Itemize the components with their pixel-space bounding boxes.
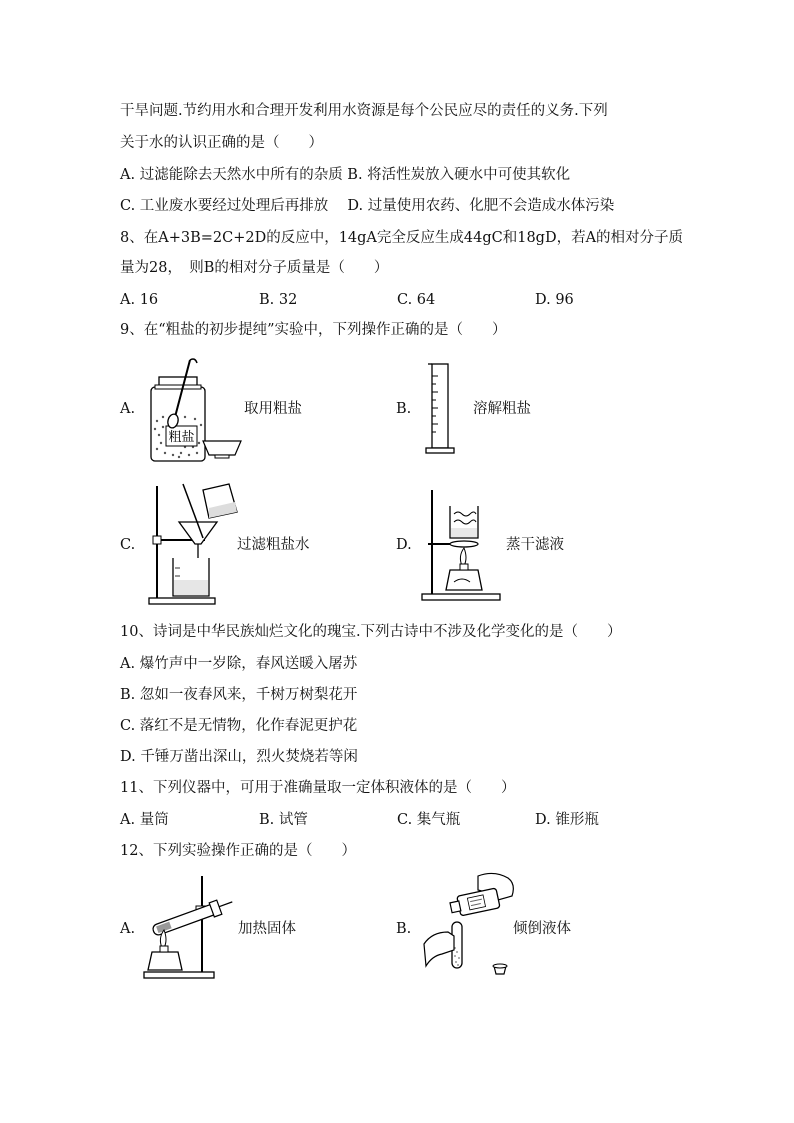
q12-option-a-letter: A. <box>120 921 136 937</box>
q11-option-b: B. 试管 <box>259 812 308 828</box>
q11-options <box>120 810 640 830</box>
q8-option-c: C. 64 <box>397 292 436 308</box>
q8-option-d: D. 96 <box>535 292 574 308</box>
q8-stem-line-1: 8、在A+3B=2C+2D的反应中，14gA完全反应生成44gC和18gD，若A的相对分子质 <box>120 230 684 246</box>
q10-option-a: A. 爆竹声中一岁除，春风送暖入屠苏 <box>120 656 358 672</box>
q11-option-c: C. 集气瓶 <box>397 812 461 828</box>
q9-option-a-caption: 取用粗盐 <box>244 401 302 417</box>
graduated-cylinder-figure <box>422 362 462 457</box>
q11-option-d: D. 锥形瓶 <box>535 812 599 828</box>
q9-option-c-caption: 过滤粗盐水 <box>237 537 310 553</box>
q10-option-c: C. 落红不是无情物，化作春泥更护花 <box>120 718 358 734</box>
q8-options <box>120 290 640 310</box>
q8-stem-line-2: 量为28， 则B的相对分子质量是（ ） <box>120 260 389 276</box>
q7-options-line-2: C. 工业废水要经过处理后再排放 D. 过量使用农药、化肥不会造成水体污染 <box>120 198 615 214</box>
filtration-setup-figure <box>145 482 245 607</box>
heating-solid-figure <box>140 872 230 984</box>
pouring-liquid-figure <box>418 870 522 980</box>
q11-option-a: A. 量筒 <box>120 812 169 828</box>
q9-option-c-letter: C. <box>120 537 136 553</box>
q7-options-line-1: A. 过滤能除去天然水中所有的杂质 B. 将活性炭放入硬水中可使其软化 <box>120 167 571 183</box>
q12-stem: 12、下列实验操作正确的是（ ） <box>120 843 356 859</box>
q9-option-b-caption: 溶解粗盐 <box>473 401 531 417</box>
q9-option-d-caption: 蒸干滤液 <box>506 537 564 553</box>
q9-stem: 9、在“粗盐的初步提纯”实验中，下列操作正确的是（ ） <box>120 322 507 338</box>
q10-option-b: B. 忽如一夜春风来，千树万树梨花开 <box>120 687 358 703</box>
q7-stem-line-2: 关于水的认识正确的是（ ） <box>120 135 323 151</box>
q12-option-b-letter: B. <box>396 921 412 937</box>
q8-option-a: A. 16 <box>120 292 159 308</box>
q10-option-d: D. 千锤万凿出深山，烈火焚烧若等闲 <box>120 749 358 765</box>
evaporation-setup-figure <box>420 486 504 604</box>
q7-stem-line-1: 干旱问题.节约用水和合理开发利用水资源是每个公民应尽的责任的义务.下列 <box>120 103 608 119</box>
q9-option-b-letter: B. <box>396 401 412 417</box>
q11-stem: 11、下列仪器中，可用于准确量取一定体积液体的是（ ） <box>120 780 516 796</box>
q12-option-b-caption: 倾倒液体 <box>513 921 571 937</box>
jar-label-text: 粗盐 <box>168 430 195 445</box>
q12-option-a-caption: 加热固体 <box>238 921 296 937</box>
q9-option-d-letter: D. <box>396 537 412 553</box>
q8-option-b: B. 32 <box>259 292 298 308</box>
salt-jar-spoon-figure <box>145 355 255 465</box>
q10-stem: 10、诗词是中华民族灿烂文化的瑰宝.下列古诗中不涉及化学变化的是（ ） <box>120 624 622 640</box>
q9-option-a-letter: A. <box>120 401 136 417</box>
